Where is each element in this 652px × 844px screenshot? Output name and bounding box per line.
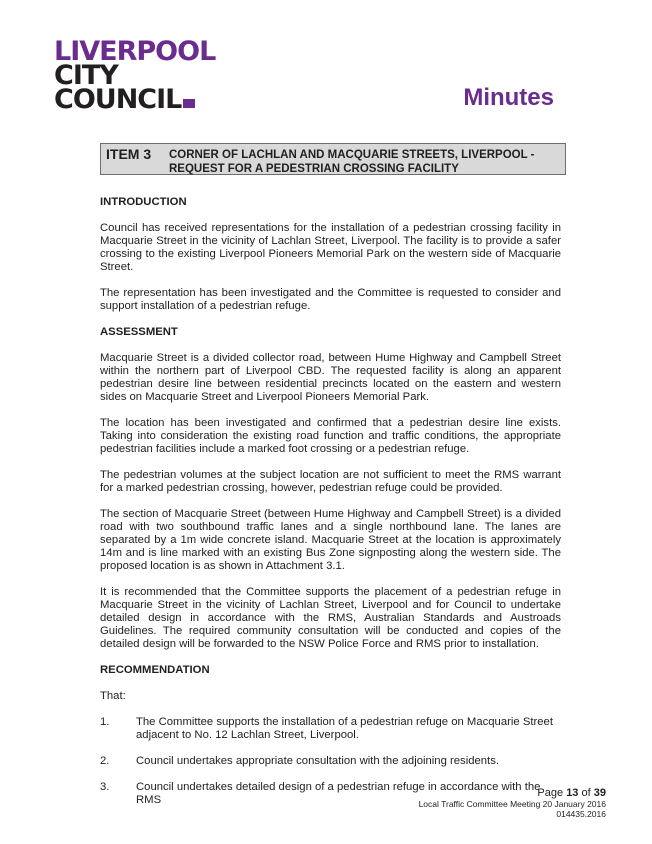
meeting-info: Local Traffic Committee Meeting 20 January 2016 — [418, 799, 606, 809]
list-item — [100, 755, 561, 768]
list-item — [100, 716, 561, 742]
introduction-paragraph: Council has received representations for the installation of a pedestrian crossing facility in Macquarie Street in the vicinity of Lachlan Street, Liverpool. The facility is to provide a safer crossing to the existing Liverpool Pioneers Memorial Park on the western side of Macquarie Street. — [100, 222, 561, 273]
document-body — [100, 196, 564, 820]
assessment-paragraph: The location has been investigated and confirmed that a pedestrian desire line exists. Taking into consideration the existing road function and traffic conditions, the appropriate pedestrian facilities include a marked foot crossing or a pedestrian refuge. — [100, 417, 561, 455]
assessment-paragraph: The section of Macquarie Street (between Hume Highway and Campbell Street) is a divided road with two southbound traffic lanes and a single northbound lane. The lanes are separated by a 1m wide concrete island. Macquarie Street at the location is approximately 14m and is line marked with an existing Bus Zone signposting along the western side. The proposed location is as shown in Attachment 3.1. — [100, 508, 561, 572]
list-item-number: 1. — [100, 716, 110, 728]
logo-mark-icon — [183, 99, 195, 108]
recommendation-heading: RECOMMENDATION — [100, 664, 210, 676]
logo-line-1: LIVERPOOL — [54, 36, 216, 67]
page-current: 13 — [566, 787, 579, 799]
list-item-number: 2. — [100, 755, 110, 767]
page-number — [419, 787, 606, 799]
assessment-heading: ASSESSMENT — [100, 326, 178, 338]
page-footer — [419, 787, 606, 819]
item-title: CORNER OF LACHLAN AND MACQUARIE STREETS, LIVERPOOL - REQUEST FOR A PEDESTRIAN CROSSING FACILITY — [169, 149, 535, 175]
list-item-text: Council undertakes appropriate consultation with the adjoining residents. — [136, 755, 499, 767]
assessment-paragraph: It is recommended that the Committee supports the placement of a pedestrian refuge in Macquarie Street in the vicinity of Lachlan Street, Liverpool and for Council to undertake detailed design in accordance with the RMS, Australian Standards and Austroads Guidelines. The required community consultation will be conducted and copies of the detailed design will be forwarded to the NSW Police Force and RMS prior to installation. — [100, 586, 561, 650]
page-prefix: Page — [537, 787, 564, 799]
document-type: Minutes — [463, 84, 554, 111]
council-logo — [54, 36, 216, 115]
page-total: 39 — [593, 787, 606, 799]
list-item-number: 3. — [100, 781, 110, 793]
list-item-text: The Committee supports the installation of a pedestrian refuge on Macquarie Street adjacent to No. 12 Lachlan Street, Liverpool. — [136, 716, 553, 741]
logo-line-3 — [54, 84, 215, 115]
list-item-text: Council undertakes detailed design of a pedestrian refuge in accordance with the RMS — [136, 781, 541, 806]
document-reference: 014435.2016 — [556, 809, 606, 819]
assessment-paragraph: Macquarie Street is a divided collector road, between Hume Highway and Campbell Street within the northern part of Liverpool CBD. The requested facility is along an apparent pedestrian desire line between residential precincts located on the eastern and western sides on Macquarie Street and Liverpool Pioneers Memorial Park. — [100, 352, 561, 403]
item-header — [100, 143, 566, 175]
logo-line-2: CITY — [54, 60, 118, 91]
assessment-paragraph: The pedestrian volumes at the subject location are not sufficient to meet the RMS warrant for a marked pedestrian crossing, however, pedestrian refuge could be provided. — [100, 469, 561, 494]
logo-line-3-text: COUNCIL — [54, 84, 182, 115]
introduction-paragraph: The representation has been investigated and the Committee is requested to consider and support installation of a pedestrian refuge. — [100, 287, 561, 312]
page-of: of — [581, 787, 591, 799]
item-number: ITEM 3 — [106, 146, 152, 162]
recommendation-intro: That: — [100, 690, 126, 702]
introduction-heading: INTRODUCTION — [100, 196, 187, 208]
